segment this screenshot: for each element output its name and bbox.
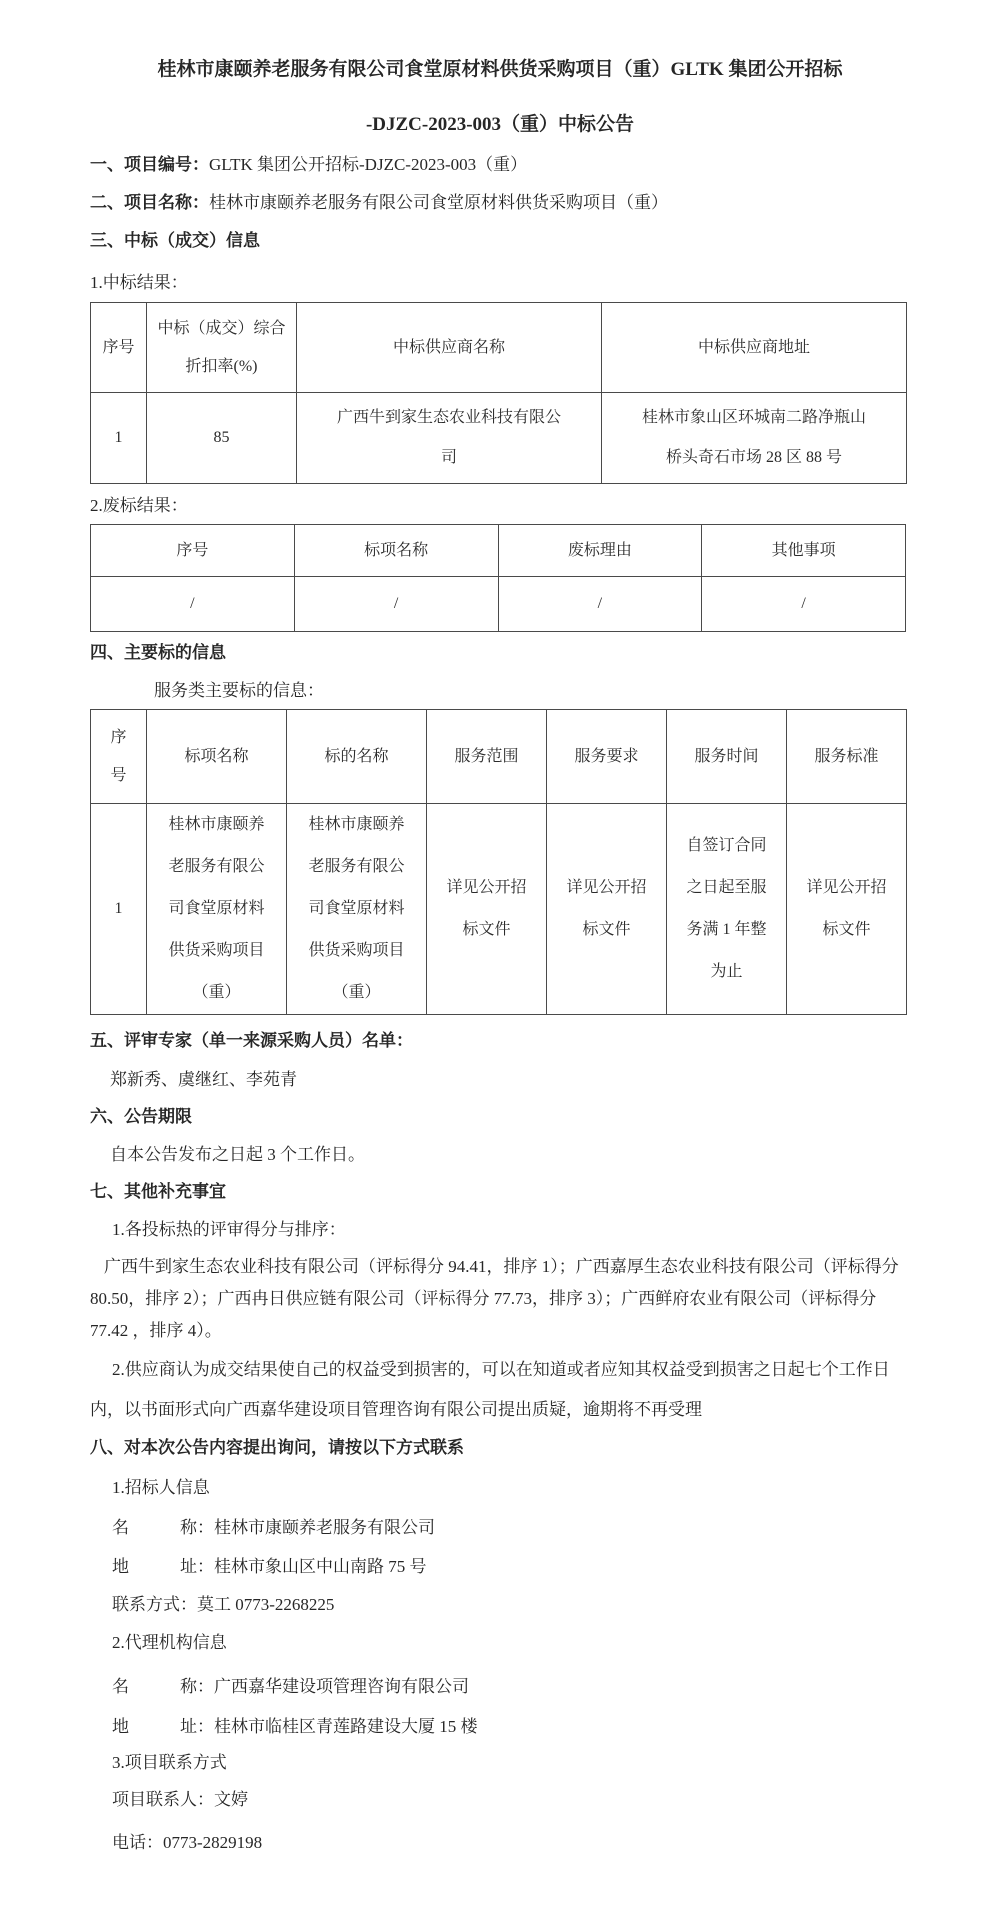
result-cell-address: 桂林市象山区环城南二路净瓶山桥头奇石市场 28 区 88 号 (602, 393, 907, 484)
result-cell-seq: 1 (91, 393, 147, 484)
result-table-header-supplier: 中标供应商名称 (297, 303, 602, 393)
invalid-table-header-item: 标项名称 (294, 525, 498, 577)
result-cell-discount: 85 (147, 393, 297, 484)
section-3-heading: 三、中标（成交）信息 (90, 231, 260, 250)
objection-paragraph: 2.供应商认为成交结果使自己的权益受到损害的，可以在知道或者应知其权益受到损害之日起七个工作日内，以书面形式向广西嘉华建设项目管理咨询有限公司提出质疑，逾期将不再受理 (90, 1360, 890, 1419)
invalid-table-header-seq: 序号 (91, 525, 295, 577)
main-table-header-item-name: 标项名称 (147, 710, 287, 804)
agency-address: 地 址：桂林市临桂区青莲路建设大厦 15 楼 (112, 1717, 478, 1736)
main-cell-standard: 详见公开招标文件 (787, 804, 907, 1015)
scores-subheading: 1.各投标热的评审得分与排序： (112, 1220, 346, 1239)
main-table-header-row (91, 710, 907, 804)
result-subheading: 1.中标结果： (90, 273, 188, 292)
main-table-header-seq: 序号 (91, 710, 147, 804)
project-contact-person: 项目联系人：文婷 (112, 1790, 248, 1809)
result-table-header-address: 中标供应商地址 (602, 303, 907, 393)
main-table-header-scope: 服务范围 (427, 710, 547, 804)
invalid-cell-other: / (702, 577, 906, 632)
main-table-row (91, 804, 907, 1015)
section-6-heading: 六、公告期限 (90, 1107, 192, 1126)
invalid-cell-reason: / (498, 577, 702, 632)
main-subject-table (90, 709, 907, 1015)
page-title-line1: 桂林市康颐养老服务有限公司食堂原材料供货采购项目（重）GLTK 集团公开招标 (157, 59, 843, 80)
section-2-project-name (90, 188, 910, 218)
bidder-address: 地 址：桂林市象山区中山南路 75 号 (112, 1557, 427, 1576)
main-cell-time: 自签订合同之日起至服务满 1 年整为止 (667, 804, 787, 1015)
invalid-table-header-reason: 废标理由 (498, 525, 702, 577)
section-8-heading: 八、对本次公告内容提出询问，请按以下方式联系 (90, 1438, 464, 1457)
result-table-header-seq: 序号 (91, 303, 147, 393)
result-table-row (91, 393, 907, 484)
section-2-value: 桂林市康颐养老服务有限公司食堂原材料供货采购项目（重） (209, 193, 668, 212)
bidder-contact: 联系方式：莫工 0773-2268225 (112, 1595, 335, 1614)
section-1-label: 一、项目编号： (90, 155, 209, 174)
expert-names: 郑新秀、虞继红、李苑青 (110, 1070, 297, 1089)
section-1-project-number (90, 150, 910, 180)
result-table-header-row (91, 303, 907, 393)
bidder-info-subheading: 1.招标人信息 (112, 1478, 210, 1497)
invalid-bid-table (90, 524, 906, 632)
result-table-header-discount: 中标（成交）综合折扣率(%) (147, 303, 297, 393)
bidder-name: 名 称：桂林市康颐养老服务有限公司 (112, 1518, 435, 1537)
main-cell-scope: 详见公开招标文件 (427, 804, 547, 1015)
section-1-value: GLTK 集团公开招标-DJZC-2023-003（重） (209, 155, 528, 174)
section-7-heading: 七、其他补充事宜 (90, 1182, 226, 1201)
main-cell-item-name: 桂林市康颐养老服务有限公司食堂原材料供货采购项目（重） (147, 804, 287, 1015)
agency-name: 名 称：广西嘉华建设项管理咨询有限公司 (112, 1677, 469, 1696)
invalid-cell-seq: / (91, 577, 295, 632)
main-table-header-time: 服务时间 (667, 710, 787, 804)
project-phone: 电话：0773-2829198 (112, 1833, 263, 1852)
project-contact-subheading: 3.项目联系方式 (112, 1753, 227, 1772)
main-table-header-requirement: 服务要求 (547, 710, 667, 804)
service-subheading: 服务类主要标的信息： (154, 681, 324, 700)
main-cell-requirement: 详见公开招标文件 (547, 804, 667, 1015)
section-4-heading: 四、主要标的信息 (90, 643, 226, 662)
invalid-table-header-other: 其他事项 (702, 525, 906, 577)
main-table-header-standard: 服务标准 (787, 710, 907, 804)
scores-paragraph: 广西牛到家生态农业科技有限公司（评标得分 94.41，排序 1）；广西嘉厚生态农业科技有限公司（评标得分 80.50，排序 2）；广西冉日供应链有限公司（评标得分 77.73，排序 3）；广西鲜府农业有限公司（评标得分 77.42 ，排序 4）。 (90, 1257, 899, 1340)
invalid-cell-item: / (294, 577, 498, 632)
invalid-subheading: 2.废标结果： (90, 496, 188, 515)
section-5-heading: 五、评审专家（单一来源采购人员）名单： (90, 1031, 413, 1050)
main-cell-seq: 1 (91, 804, 147, 1015)
main-table-header-subject-name: 标的名称 (287, 710, 427, 804)
main-cell-subject-name: 桂林市康颐养老服务有限公司食堂原材料供货采购项目（重） (287, 804, 427, 1015)
page-title-line2: -DJZC-2023-003（重）中标公告 (365, 114, 635, 135)
invalid-table-row (91, 577, 906, 632)
announcement-period: 自本公告发布之日起 3 个工作日。 (110, 1145, 365, 1164)
invalid-table-header-row (91, 525, 906, 577)
result-table (90, 302, 907, 484)
result-cell-supplier: 广西牛到家生态农业科技有限公司 (297, 393, 602, 484)
agency-info-subheading: 2.代理机构信息 (112, 1633, 227, 1652)
section-2-label: 二、项目名称： (90, 193, 209, 212)
